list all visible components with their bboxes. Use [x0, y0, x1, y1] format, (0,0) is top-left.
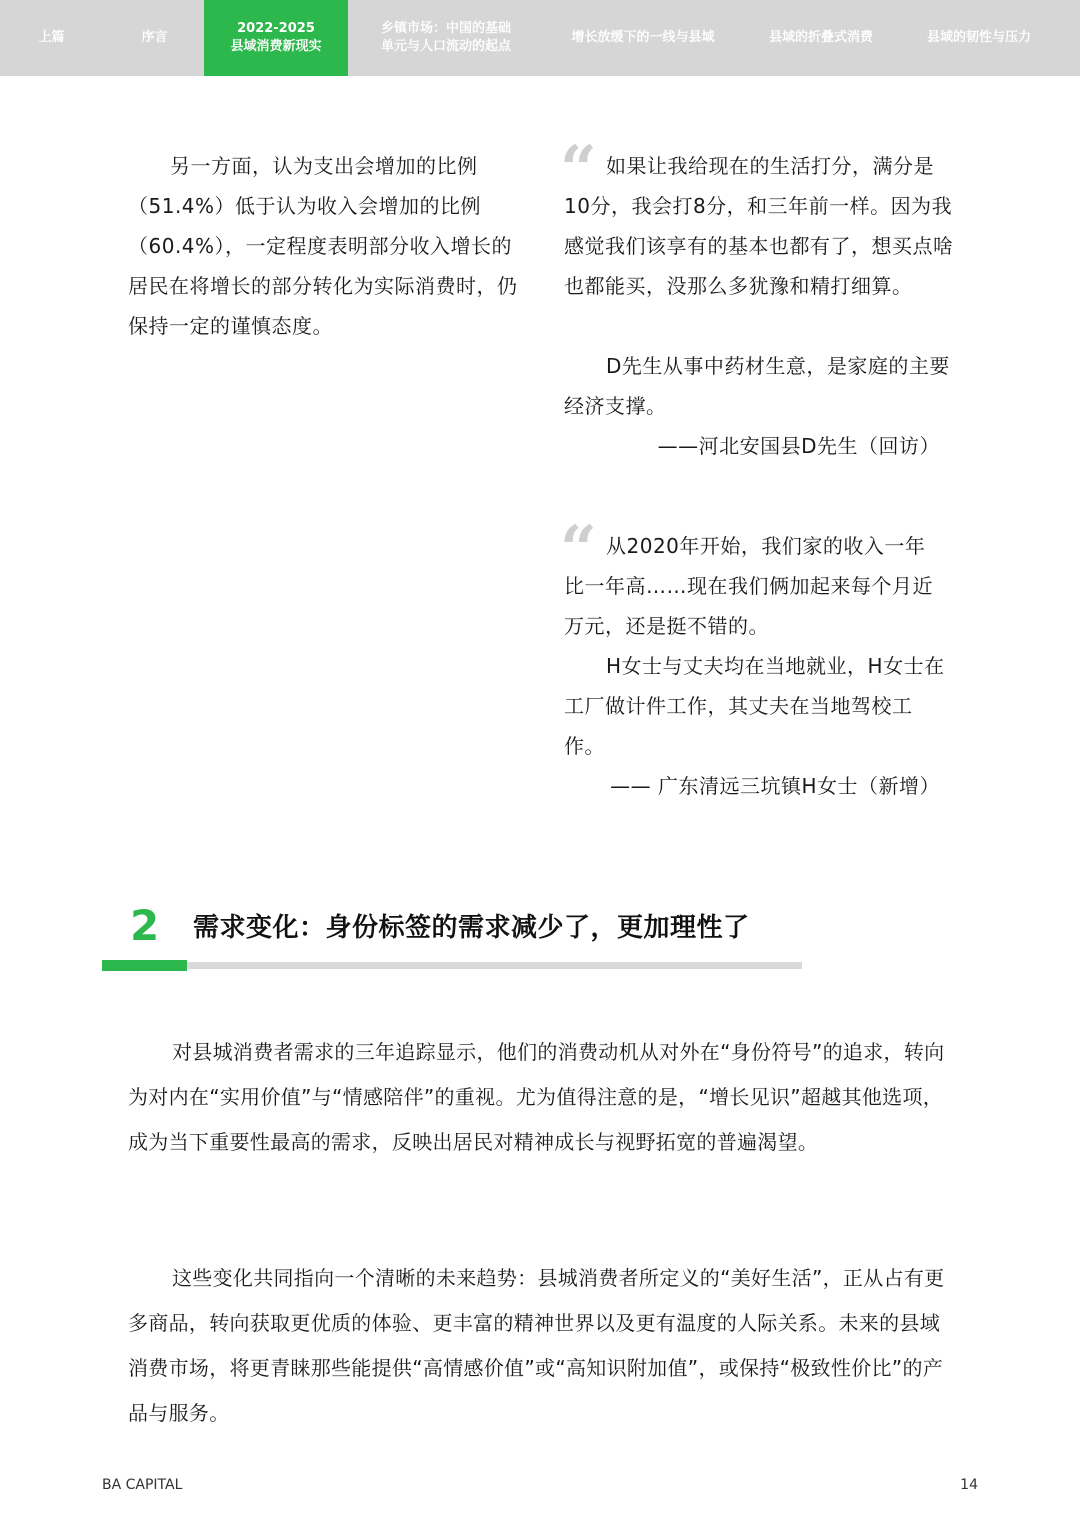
nav-tab-part-one[interactable]: [0, 0, 103, 76]
nav-tab-label-line2: 单元与人口流动的起点: [380, 39, 511, 54]
nav-tab-label-line1: 乡镇市场：中国的基础: [380, 21, 511, 36]
nav-tab-growth-slowdown[interactable]: [550, 0, 736, 76]
nav-tab-label: 县域的折叠式消费: [768, 30, 873, 45]
interview-quote-note: D先生从事中药材生意，是家庭的主要经济支撑。: [564, 354, 950, 418]
nav-tab-label-line2: 县域消费新现实: [230, 39, 322, 54]
interview-quote-text: 从2020年开始，我们家的收入一年比一年高……现在我们俩加起来每个月近万元，还是挺不错的。: [564, 534, 933, 638]
body-paragraph: 这些变化共同指向一个清晰的未来趋势：县城消费者所定义的“美好生活”，正从占有更多商品，转向获取更优质的体验、更丰富的精神世界以及更有温度的人际关系。未来的县域消费市场，将更青睐那些能提供“高情感价值”或“高知识附加值”，或保持“极致性价比”的产品与服务。: [128, 1266, 945, 1425]
nav-tab-county-consumption-reality[interactable]: [204, 0, 348, 76]
section-divider: [102, 962, 802, 969]
section-divider-accent: [102, 960, 187, 971]
footer-brand: BA CAPITAL: [102, 1477, 183, 1493]
nav-tab-label: 增长放缓下的一线与县域: [571, 30, 715, 45]
nav-tab-label-line1: 2022-2025: [237, 21, 315, 36]
nav-tab-resilience-pressure[interactable]: [906, 0, 1052, 76]
interview-quote-attribution: —— 广东清远三坑镇H女士（新增）: [610, 774, 940, 798]
top-navigation: [0, 0, 1080, 76]
interview-quote-note: H女士与丈夫均在当地就业，H女士在工厂做计件工作，其丈夫在当地驾校工作。: [564, 654, 945, 758]
section-number: 2: [130, 901, 160, 950]
quote-mark-icon: “: [560, 512, 597, 587]
nav-tab-folded-consumption[interactable]: [748, 0, 894, 76]
interview-quote-text: 如果让我给现在的生活打分，满分是10分，我会打8分，和三年前一样。因为我感觉我们该享有的基本也都有了，想买点啥也都能买，没那么多犹豫和精打细算。: [564, 154, 954, 298]
quote-mark-icon: “: [560, 132, 597, 207]
page-number: 14: [960, 1477, 978, 1493]
nav-tab-label: 县域的韧性与压力: [926, 30, 1031, 45]
left-column-paragraph: 另一方面，认为支出会增加的比例（51.4%）低于认为收入会增加的比例（60.4%），一定程度表明部分收入增长的居民在将增长的部分转化为实际消费时，仍保持一定的谨慎态度。: [128, 154, 518, 338]
nav-tab-township-market[interactable]: [350, 0, 542, 76]
interview-quote-attribution: ——河北安国县D先生（回访）: [657, 434, 940, 458]
nav-tab-label: 上篇: [38, 30, 65, 45]
nav-tab-preface[interactable]: [103, 0, 206, 76]
section-title: 需求变化：身份标签的需求减少了，更加理性了: [193, 913, 750, 943]
nav-tab-label: 序言: [141, 30, 168, 45]
body-paragraph: 对县城消费者需求的三年追踪显示，他们的消费动机从对外在“身份符号”的追求，转向为对内在“实用价值”与“情感陪伴”的重视。尤为值得注意的是，“增长见识”超越其他选项，成为当下重要性最高的需求，反映出居民对精神成长与视野拓宽的普遍渴望。: [128, 1040, 945, 1154]
